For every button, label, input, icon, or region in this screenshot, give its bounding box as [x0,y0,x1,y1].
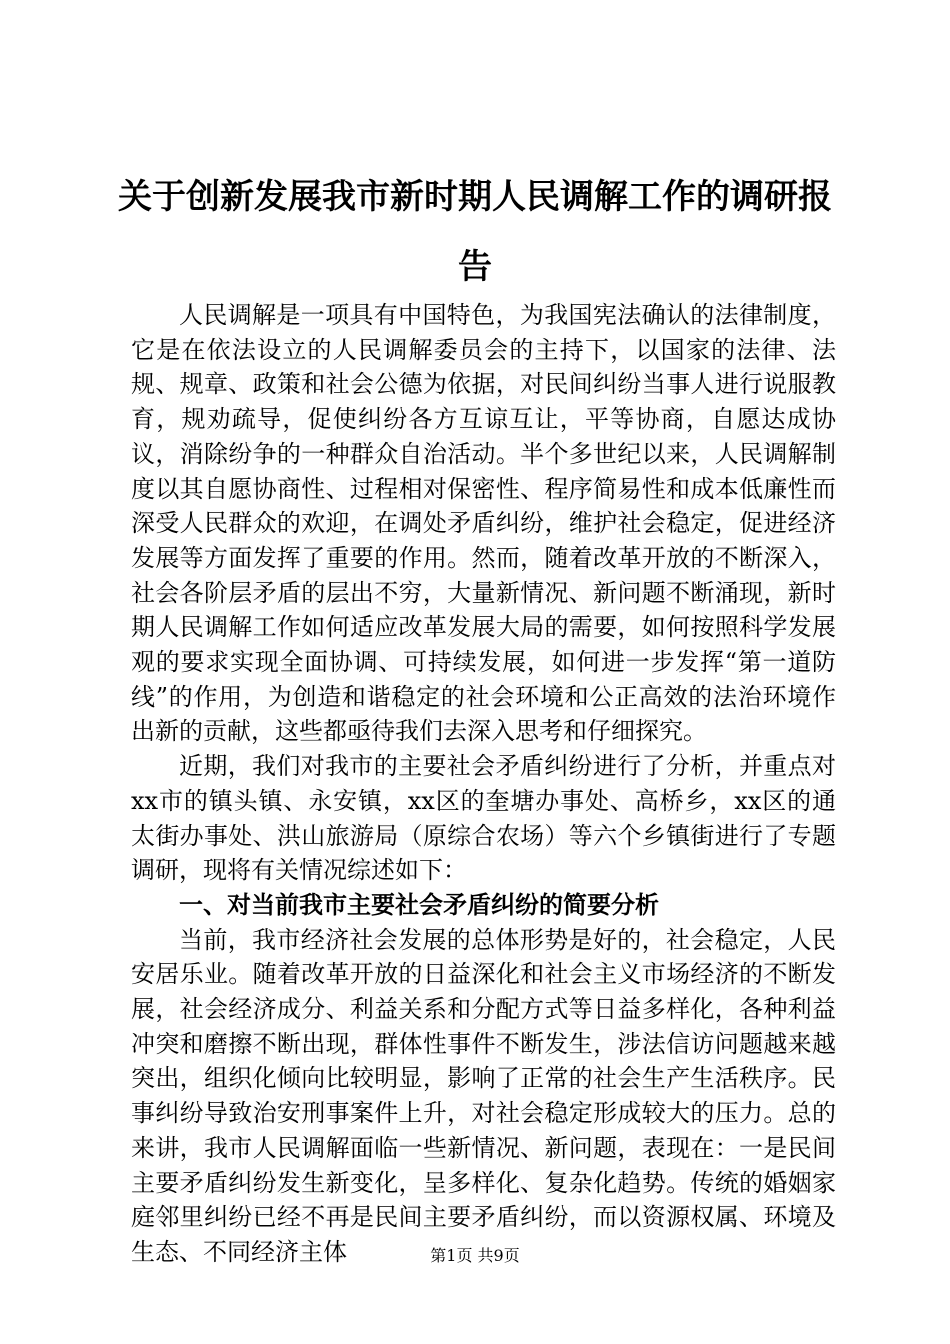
section-paragraph: 当前，我市经济社会发展的总体形势是好的，社会稳定，人民安居乐业。随着改革开放的日益深化和社会主义市场经济的不断发展，社会经济成分、利益关系和分配方式等日益多样化，各种利益冲突和磨擦不断出现，群体性事件不断发生，涉法信访问题越来越突出，组织化倾向比较明显，影响了正常的社会生产生活秩序。民事纠纷导致治安刑事案件上升，对社会稳定形成较大的压力。总的来讲，我市人民调解面临一些新情况、新问题，表现在：一是民间主要矛盾纠纷发生新变化，呈多样化、复杂化趋势。传统的婚姻家庭邻里纠纷已经不再是民间主要矛盾纠纷，而以资源权属、环境及生态、不同经济主体 [131,925,836,1266]
scope-paragraph: 近期，我们对我市的主要社会矛盾纠纷进行了分析，并重点对xx市的镇头镇、永安镇，xx区的奎塘办事处、高桥乡，xx区的通太街办事处、洪山旅游局（原综合农场）等六个乡镇街进行了专题调研，现将有关情况综述如下： [131,752,836,885]
section-heading: 一、对当前我市主要社会矛盾纠纷的简要分析 [179,890,659,919]
document-title: 关于创新发展我市新时期人民调解工作的调研报告 [118,177,832,287]
document-body [131,298,836,1270]
intro-paragraph: 人民调解是一项具有中国特色，为我国宪法确认的法律制度，它是在依法设立的人民调解委员会的主持下，以国家的法律、法规、规章、政策和社会公德为依据，对民间纠纷当事人进行说服教育，规劝疏导，促使纠纷各方互谅互让，平等协商，自愿达成协议，消除纷争的一种群众自治活动。半个多世纪以来，人民调解制度以其自愿协商性、过程相对保密性、程序简易性和成本低廉性而深受人民群众的欢迎，在调处矛盾纠纷，维护社会稳定，促进经济发展等方面发挥了重要的作用。然而，随着改革开放的不断深入，社会各阶层矛盾的层出不穷，大量新情况、新问题不断涌现，新时期人民调解工作如何适应改革发展大局的需要，如何按照科学发展观的要求实现全面协调、可持续发展，如何进一步发挥“第一道防线”的作用，为创造和谐稳定的社会环境和公正高效的法治环境作出新的贡献，这些都亟待我们去深入思考和仔细探究。 [131,301,836,746]
page-footer: 第1页 共9页 [430,1246,520,1265]
